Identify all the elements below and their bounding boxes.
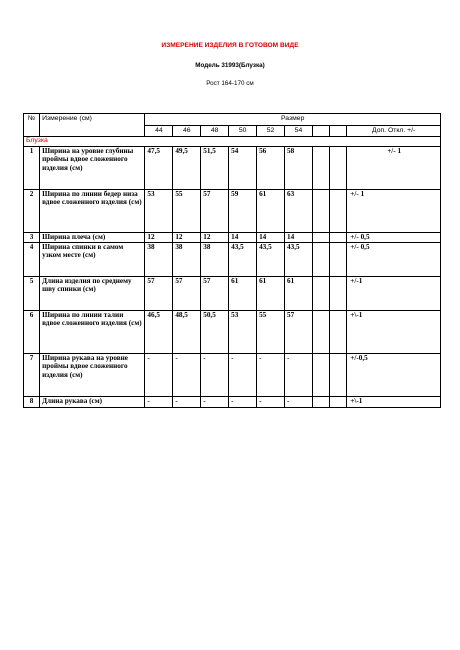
empty-cell — [330, 354, 347, 397]
size-value: 61 — [257, 277, 285, 311]
empty-cell — [330, 190, 347, 233]
size-value: - — [173, 354, 201, 397]
size-value: - — [201, 354, 229, 397]
model-name: Модель 31993(Блузка) — [195, 62, 265, 69]
empty-cell — [312, 190, 329, 233]
size-header: 50 — [229, 126, 257, 137]
tolerance-value: +/- 1 — [347, 190, 441, 233]
tolerance-value: +/- 0,5 — [347, 243, 441, 277]
size-header: 46 — [173, 126, 201, 137]
size-value: 14 — [257, 233, 285, 243]
tolerance-value: +/- 1 — [347, 147, 441, 190]
table-row — [24, 277, 441, 311]
empty-cell — [312, 354, 329, 397]
tolerance-value: +\-1 — [347, 311, 441, 354]
size-value: 12 — [201, 233, 229, 243]
table-row — [24, 311, 441, 354]
empty-cell — [330, 147, 347, 190]
size-value: 61 — [257, 190, 285, 233]
size-value: 56 — [257, 147, 285, 190]
empty-cell — [330, 277, 347, 311]
section-label: Блузка — [24, 137, 441, 147]
row-number: 2 — [24, 190, 40, 233]
table-row — [24, 354, 441, 397]
size-value: - — [285, 354, 313, 397]
empty-cell — [330, 126, 347, 137]
tolerance-value: +/- 0,5 — [347, 233, 441, 243]
size-value: 38 — [173, 243, 201, 277]
size-value: 49,5 — [173, 147, 201, 190]
size-value: - — [257, 397, 285, 408]
size-value: 48,5 — [173, 311, 201, 354]
header-measurement: Измерение (см) — [40, 114, 145, 137]
size-value: 55 — [173, 190, 201, 233]
size-value: - — [173, 397, 201, 408]
tolerance-value: +/-0,5 — [347, 354, 441, 397]
measurement-table — [23, 113, 441, 408]
tolerance-value: +/-1 — [347, 277, 441, 311]
empty-cell — [330, 243, 347, 277]
size-value: - — [201, 397, 229, 408]
size-header: 52 — [257, 126, 285, 137]
size-value: 61 — [229, 277, 257, 311]
measurement-name: Ширина по линии талии вдвое сложенного изделия (см) — [40, 311, 145, 354]
size-value: 12 — [145, 233, 173, 243]
size-value: 14 — [285, 233, 313, 243]
empty-cell — [312, 147, 329, 190]
measurement-name: Ширина на уровне глубины проймы вдвое сложенного изделия (см) — [40, 147, 145, 190]
empty-cell — [312, 311, 329, 354]
size-value: - — [285, 397, 313, 408]
size-value: 61 — [285, 277, 313, 311]
row-number: 3 — [24, 233, 40, 243]
table-row — [24, 190, 441, 233]
size-value: - — [145, 397, 173, 408]
row-number: 7 — [24, 354, 40, 397]
header-size: Размер — [145, 114, 441, 126]
empty-cell — [330, 311, 347, 354]
size-value: - — [257, 354, 285, 397]
size-value: - — [229, 397, 257, 408]
size-header: 48 — [201, 126, 229, 137]
size-value: 51,5 — [201, 147, 229, 190]
size-value: 54 — [229, 147, 257, 190]
empty-cell — [330, 233, 347, 243]
row-number: 5 — [24, 277, 40, 311]
size-header: 44 — [145, 126, 173, 137]
header-tolerance: Доп. Откл. +/- — [347, 126, 441, 137]
size-header: 54 — [285, 126, 313, 137]
measurement-name: Длина изделия по среднему шву спинки (см) — [40, 277, 145, 311]
size-value: 58 — [285, 147, 313, 190]
empty-cell — [330, 397, 347, 408]
table-row — [24, 147, 441, 190]
size-value: 57 — [145, 277, 173, 311]
empty-cell — [312, 126, 329, 137]
size-value: 12 — [173, 233, 201, 243]
size-value: - — [145, 354, 173, 397]
table-row — [24, 233, 441, 243]
size-value: 57 — [285, 311, 313, 354]
row-number: 6 — [24, 311, 40, 354]
size-value: 55 — [257, 311, 285, 354]
table-row — [24, 397, 441, 408]
size-value: 53 — [229, 311, 257, 354]
size-value: 38 — [201, 243, 229, 277]
size-value: 57 — [201, 190, 229, 233]
size-value: 57 — [173, 277, 201, 311]
size-value: 14 — [229, 233, 257, 243]
size-value: 38 — [145, 243, 173, 277]
tolerance-value: +\-1 — [347, 397, 441, 408]
size-value: 43,5 — [229, 243, 257, 277]
empty-cell — [312, 233, 329, 243]
measurement-name: Длина рукава (см) — [40, 397, 145, 408]
empty-cell — [312, 397, 329, 408]
measurement-name: Ширина рукава на уровне проймы вдвое сложенного изделия (см) — [40, 354, 145, 397]
empty-cell — [312, 243, 329, 277]
size-value: 53 — [145, 190, 173, 233]
empty-cell — [312, 277, 329, 311]
size-value: 57 — [201, 277, 229, 311]
header-number: № — [24, 114, 40, 137]
row-number: 1 — [24, 147, 40, 190]
size-value: 59 — [229, 190, 257, 233]
size-value: 46,5 — [145, 311, 173, 354]
size-value: 43,5 — [257, 243, 285, 277]
measurement-name: Ширина спинки в самом узком месте (см) — [40, 243, 145, 277]
height-range: Рост 164-170 см — [206, 80, 254, 87]
document-title: ИЗМЕРЕНИЕ ИЗДЕЛИЯ В ГОТОВОМ ВИДЕ — [161, 42, 299, 49]
size-value: 50,5 — [201, 311, 229, 354]
size-value: - — [229, 354, 257, 397]
size-value: 47,5 — [145, 147, 173, 190]
row-number: 8 — [24, 397, 40, 408]
measurement-name: Ширина по линии бедер низа вдвое сложенного изделия (см) — [40, 190, 145, 233]
size-value: 63 — [285, 190, 313, 233]
row-number: 4 — [24, 243, 40, 277]
table-row — [24, 243, 441, 277]
measurement-name: Ширина плеча (см) — [40, 233, 145, 243]
size-value: 43,5 — [285, 243, 313, 277]
